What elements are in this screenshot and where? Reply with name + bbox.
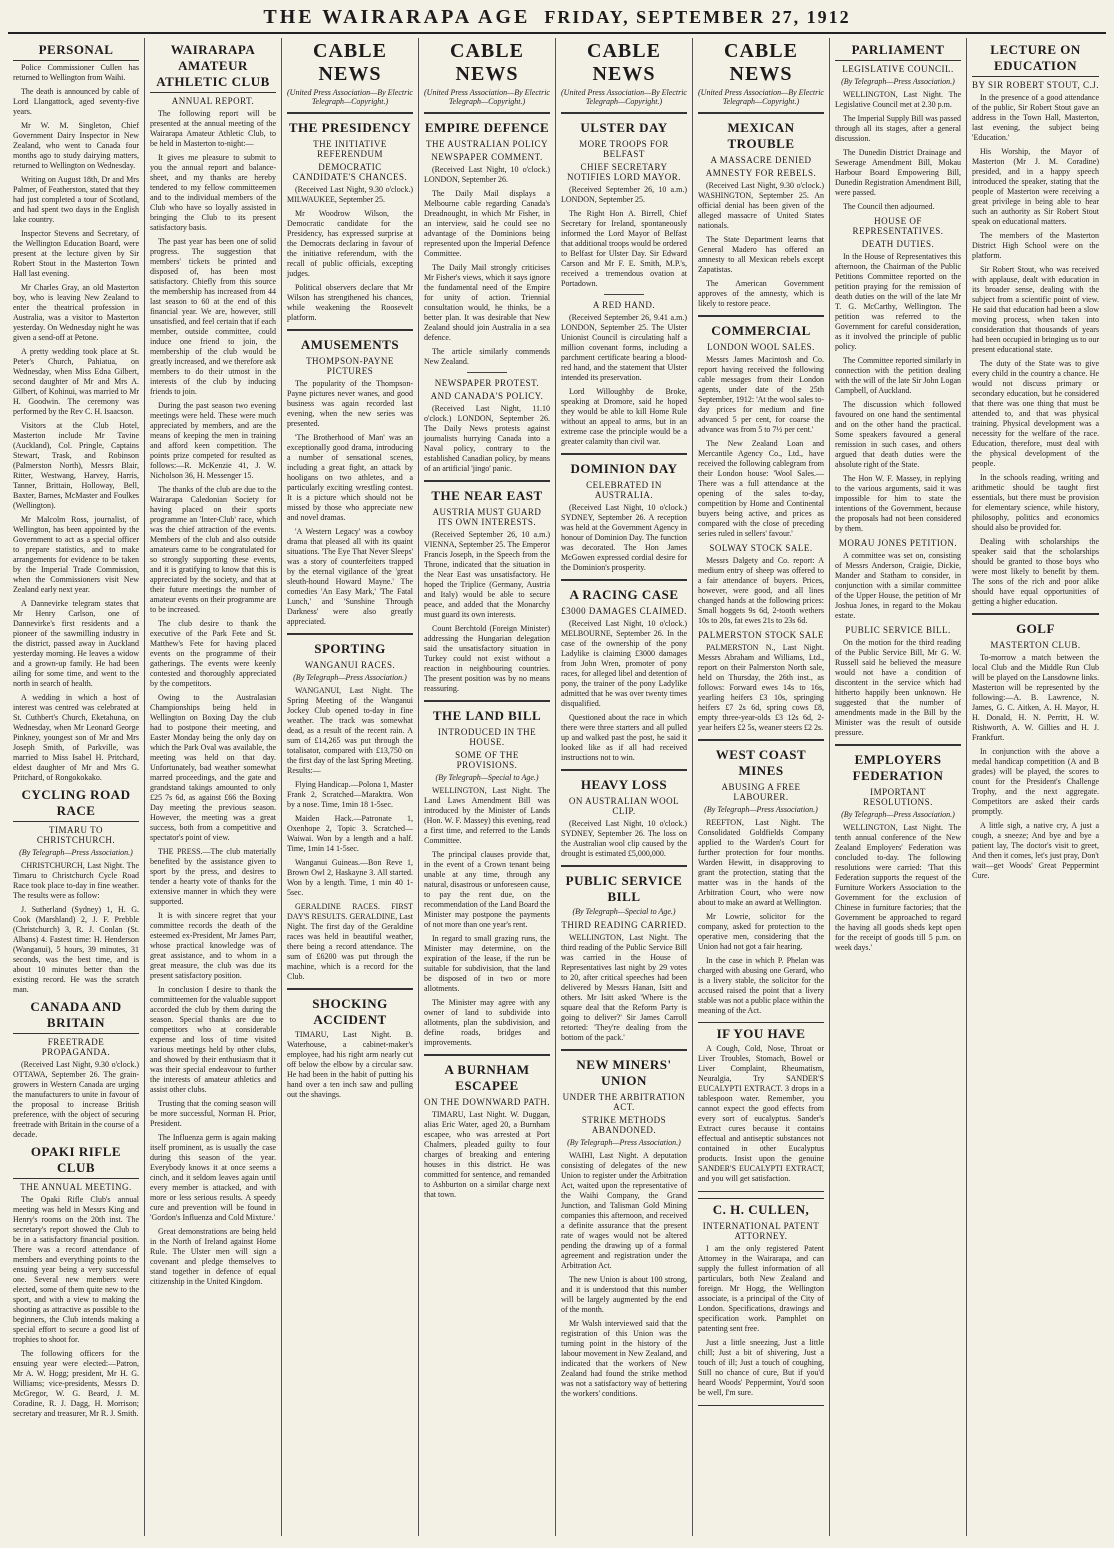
protest-paragraphs	[424, 404, 550, 474]
miners-subhead-2: STRIKE METHODS ABANDONED.	[581, 1115, 667, 1135]
ulster-subhead: MORE TROOPS FOR BELFAST	[579, 139, 669, 159]
article-paragraph: The principal clauses provide that, in the event of a Crown tenant being unable at any time, through any natural, disastrous or unforeseen cause, to pay the rent due, on the recommendation of the Land Board the Minister may postpone the payments of not more than one year's rent.	[424, 850, 550, 929]
ad-patent-title: C. H. CULLEN,	[712, 1202, 810, 1217]
article-paragraph: A Dannevirke telegram states that Mr Henry Carlson, one of Dannevirke's first residents and a pioneer of the sawmilling industry in the district, passed away in Auckland yesterday morning. He leaves a widow and a grown-up family. He had been ailing for some time, and went to the north in search of health.	[13, 599, 139, 688]
article-paragraph: Political observers declare that Mr Wilson has strengthened his chances, while weakening the Roosevelt platform.	[287, 283, 413, 322]
cycling-subhead: TIMARU TO CHRISTCHURCH.	[36, 825, 116, 845]
paper-name: THE WAIRARAPA AGE	[263, 6, 531, 28]
headline-near-east: THE NEAR EAST	[431, 488, 543, 503]
westcoast-subhead: ABUSING A FREE LABOURER.	[721, 782, 801, 802]
morau-subhead: MORAU JONES PETITION.	[838, 538, 958, 548]
ulster-paragraphs	[561, 185, 687, 289]
dominion-subhead: CELEBRATED IN AUSTRALIA.	[586, 480, 662, 500]
cycling-credit: (By Telegraph—Press Association.)	[19, 848, 133, 857]
article-paragraph: Mr Charles Gray, an old Masterton boy, who is leaving New Zealand to enter the theatrical profession in Australia, was a visitor to Masterton yesterday. On Wednesday night he was given a send-off at Petone.	[13, 283, 139, 342]
article-paragraph: 'The Brotherhood of Man' was an exceptionally good drama, introducing a number of sensational scenes, including a great fight, an attack by hooligans on two athletes, and a particularly exciting wrestling contest. It is a picture which should not be missed by those who appreciate new and novel dramas.	[287, 433, 413, 522]
psbill-credit: (By Telegraph—Special to Age.)	[572, 907, 676, 916]
article-paragraph: Mr Lowrie, solicitor for the company, asked for protection to the operative men, considering that the Union had not got a fair hearing.	[698, 912, 824, 951]
article-paragraph: A pretty wedding took place at St. Peter's Church, Pahiatua, on Wednesday, when Miss Edna Gilbert, second daughter of Mr and Mrs A. Gilbert, of Kohinui, was married to Mr H. Goodwin. The ceremony was performed by the Rev C. H. Isaacson.	[13, 347, 139, 416]
article-paragraph: WANGANUI, Last Night. The Spring Meeting of the Wanganui Jockey Club opened to-day in fine weather. The track was somewhat dead, as a result of the recent rain. A sum of £14,265 was put through the totalisator, compared with £13,750 on the first day of the last Spring Meeting. Results:—	[287, 686, 413, 775]
headline-public-service-bill: PUBLIC SERVICE BILL	[565, 873, 683, 904]
lecture-paragraphs	[972, 93, 1099, 607]
redhand-paragraphs	[561, 313, 687, 447]
cable-news-banner: CABLE NEWS	[724, 40, 798, 85]
article-paragraph: Messrs James Macintosh and Co. report having received the following cable messages from their London agents, under date of the 25th September, 1912: 'At the wool sales to-day prices for medium and fine advanced 5 per cent, for coarse the advance was from 5 to 7½ per cent.'	[698, 355, 824, 434]
article-paragraph: The Imperial Supply Bill was passed through all its stages, after a general discussion.	[835, 114, 961, 143]
article-paragraph: To-morrow a match between the local Club and the Middle Run Club will be played on the Lansdowne links. Masterton will be represented by the following:—A. B. Lawrence, N. James, G. C. Aitken, A. H. Mayor, H. H. Donald, H. N. Perritt, H. W. Rishworth, A. W. Gillies and H. J. Frankfurt.	[972, 653, 1099, 742]
article-paragraph: In conclusion I desire to thank the committeemen for the valuable support accorded the club by them during the season. Special thanks are due to competitors who at considerable expense and loss of time visited various meetings held by other clubs, and showed by their enthusiasm that it was their special endeavour to further the interests of amateur athletics and assist other clubs.	[150, 985, 276, 1094]
article-paragraph: (Received Last Night, 9.30 o'clock.) WASHINGTON, September 25. An official denial has been given of the alleged massacre of United States nationals.	[698, 181, 824, 230]
article-paragraph: Just a little sneezing, Just a little chill; Just a bit of shivering, Just a touch of ill; Just a touch of coughing, Still no chance of cure, But if you'd heard Woods' Peppermint, You'd soon be well, I'm sure.	[698, 1338, 824, 1397]
article-paragraph: The following officers for the ensuing year were elected:—Patron, Mr A. W. Hogg; president, Mr H. G. Williams; vice-presidents, Messrs D. McGregor, W. G. Beard, J. M. Coradine, R. J. Dagg, H. Morrison; secretary and treasurer, Mr R. J. Smith.	[13, 1349, 139, 1418]
morau-paragraphs	[835, 551, 961, 621]
article-paragraph: Police Commissioner Cullen has returned to Wellington from Waihi.	[13, 63, 139, 82]
sporting-credit: (By Telegraph—Press Association.)	[293, 673, 407, 682]
article-paragraph: Messrs Dalgety and Co. report: A medium entry of sheep was offered to a fair attendance of buyers. Prices, however, were good, and all lines changed hands at the following prices: Small hoggets 9s 6d, 2-tooth wethers 10s to 20s, fat ewes 21s to 23s 6d.	[698, 556, 824, 625]
article-paragraph: The Opaki Rifle Club's annual meeting was held in Messrs King and Henry's rooms on the 20th inst. The secretary's report showed the Club to be in a satisfactory financial position. There was a record attendance of members and everything points to the ensuing year being a very successful one. Several new members were elected, some of them quite new to the sport, and with a view to making the shooting as attractive as possible to the beginners, the Club intends making a special effort to secure a good list of trophies to shoot for.	[13, 1195, 139, 1344]
defence-paragraphs	[424, 165, 550, 367]
issue-date: FRIDAY, SEPTEMBER 27, 1912	[544, 7, 851, 27]
amusements-paragraphs	[287, 379, 413, 627]
article-paragraph: TIMARU, Last Night. W. Duggan, alias Eric Water, aged 20, a Burnham escapee, who was arrested at Port Chalmers, pleaded guilty to four charges of breaking and entering houses in this district. He was committed for sentence, and remanded to Ashburton on a similar charge next that town.	[424, 1110, 550, 1199]
article-paragraph: WAIHI, Last Night. A deputation consisting of delegates of the new Union to register under the Arbitration Act, waited upon the representative of the Waihi Company, the Grand Junction, and Talisman Gold Mining companies this afternoon, and received a definite assurance that the present rate of wages would not be altered pending the drawing up of a formal agreement and registration under the Arbitration Act.	[561, 1151, 687, 1270]
article-paragraph: The following report will be presented at the annual meeting of the Wairarapa Amateur Athletic Club, to be held in Masterton to-night:—	[150, 109, 276, 148]
article-paragraph: (Received September 26, 10 a.m.) LONDON, September 25.	[561, 185, 687, 204]
headline-west-coast-mines: WEST COAST MINES	[715, 747, 807, 778]
ulster-subhead-2: CHIEF SECRETARY NOTIFIES LORD MAYOR.	[567, 162, 681, 182]
headline-mexican-trouble: MEXICAN TROUBLE	[727, 120, 795, 151]
athletic-subhead: ANNUAL REPORT.	[171, 96, 255, 106]
cable-news-banner: CABLE NEWS	[450, 40, 524, 85]
article-paragraph: J. Sutherland (Sydney) 1, H. G. Cook (Marshland) 2, J. F. Prebble (Christchurch) 3, R. J. Conlan (St. Albans) 4. Fastest time: H. Henderson (Wanganui), 5 hours, 39 minutes, 31 seconds, was the best time, and is about 10 minutes better than the existing record. He was the scratch man.	[13, 905, 139, 994]
article-paragraph: Lord Willoughby de Broke, speaking at Dromore, said he hoped they would be able to kill Home Rule without an appeal to arms, but in an extreme case the principle would be a greater calamity than civil war.	[561, 387, 687, 446]
headline-heavy-loss: HEAVY LOSS	[580, 777, 668, 792]
article-paragraph: WELLINGTON, Last Night. The Land Laws Amendment Bill was introduced by the Minister of Lands (Hon. W. F. Massey) this evening, read a first time, and referred to the Lands Committee.	[424, 786, 550, 845]
advertisement-eucalypti	[698, 1022, 824, 1192]
cable-news-banner: CABLE NEWS	[587, 40, 661, 85]
dominion-paragraphs	[561, 503, 687, 573]
article-paragraph: TIMARU, Last Night. B. Waterhouse, a cabinet-maker's employee, had his right arm nearly cut off below the elbow by a circular saw. He had been in the habit of putting his hand over a ten inch saw and pulling out the shavings.	[287, 1030, 413, 1099]
ad-eucalypti-title: IF YOU HAVE	[716, 1026, 806, 1041]
miners-paragraphs	[561, 1151, 687, 1399]
article-paragraph: WELLINGTON, Last Night. The tenth annual conference of the New Zealand Employers' Federation was concluded to-day. The following resolutions were carried: 'That this Federation supports the request of the Furniture Workers Association to the Government for the exclusion of Chinese in furniture factories; that the Government be approached to regard the having all goods sheds kept open for the receipt of goods till 5 p.m. on week days.'	[835, 823, 961, 952]
accident-paragraphs	[287, 1030, 413, 1100]
column-3	[282, 38, 419, 1536]
escapee-paragraphs	[424, 1110, 550, 1200]
article-paragraph: 'A Western Legacy' was a cowboy drama that pleased all with its quaint situations. 'The Eye That Never Sleeps' was a story of counterfeiters trapped by the eternal vigilance of the 'great sleuth-hound Howard Mayne.' The comedies 'An Easy Mark,' 'The Fatal Lunch,' and 'Sunshine Through Darkness' were also greatly appreciated.	[287, 527, 413, 626]
article-paragraph: WELLINGTON, Last Night. The third reading of the Public Service Bill was carried in the House of Representatives last night by 29 votes to 20, after critical speeches had been delivered by Messrs Hanan, Isitt and others. Mr Isitt asked 'Where is the square deal that the Reform Party is going to deliver?' Sir James Carroll retorted: 'They're dealing from the bottom of the pack.'	[561, 933, 687, 1042]
psbill-subhead: PUBLIC SERVICE BILL.	[845, 625, 951, 635]
article-paragraph: A little sigh, a native cry, A just a cough, a sneeze; And bye and bye a patient lay, The doctor's visit to greet, And then it comes, let's just pray, Don't wait—get Woods' Great Peppermint Cure.	[972, 821, 1099, 880]
article-paragraph: His Worship, the Mayor of Masterton (Mr J. M. Coradine) presided, and in a happy speech introduced the speaker, stating that the people of Masterton were receiving a great privilege in being able to hear such an authority as Sir Robert Stout speak on educational matters.	[972, 147, 1099, 226]
racing-subhead: £3000 DAMAGES CLAIMED.	[561, 606, 687, 616]
headline-dominion-day: DOMINION DAY	[570, 461, 678, 476]
advertisement-patent-attorney	[698, 1198, 824, 1406]
protest-subhead: AND CANADA'S POLICY.	[430, 391, 544, 401]
commercial-paragraphs	[698, 355, 824, 539]
sporting-subhead: WANGANUI RACES.	[304, 660, 396, 670]
article-paragraph: Inspector Stevens and Secretary, of the Wellington Education Board, were present at the lecture given by Sir Robert Stout in the Masterton Town Hall last evening.	[13, 229, 139, 278]
employers-credit: (By Telegraph—Press Association.)	[841, 810, 955, 819]
article-paragraph: Count Berchtold (Foreign Minister) addressing the Hungarian delegation said the unsatisfactory situation in Turkey could not exist without a reaction in neighbouring countries. The present position was by no means reassuring.	[424, 624, 550, 693]
headline-miners-union: NEW MINERS' UNION	[576, 1057, 672, 1088]
article-paragraph: The past year has been one of solid progress. The suggestion that members' tickets be printed and disposed of, has been most satisfactory. Chiefly from this source the membership has increased from 44 last season to 60 at the end of this financial year. We are, however, still unsatisfied, and feel certain that if each member, outside committee, could induce one friend to join, the membership of the club would be greatly increased, and we therefore ask members to do their utmost in the interests of the club by inducing friends to join.	[150, 237, 276, 396]
headline-accident: SHOCKING ACCIDENT	[312, 996, 388, 1027]
duties-subhead: DEATH DUTIES.	[861, 239, 935, 249]
article-paragraph: (Received Last Night, 10 o'clock.) LONDON, September 26.	[424, 165, 550, 184]
redhand-head: A RED HAND.	[592, 300, 656, 310]
mexican-subhead: A MASSACRE DENIED	[710, 155, 812, 165]
section-title-athletic: WAIRARAPA AMATEUR ATHLETIC CLUB	[150, 42, 276, 93]
opaki-subhead: THE ANNUAL MEETING.	[20, 1182, 132, 1192]
headline-empire-defence: EMPIRE DEFENCE	[424, 120, 550, 135]
solway-head: SOLWAY STOCK SALE.	[709, 543, 813, 553]
article-paragraph: Maiden Hack.—Patronate 1, Oxenhope 2, Topic 3. Scratched—Waiwai. Won by a length and a half. Time, 1min 14 1-5sec.	[287, 814, 413, 853]
headline-racing-case: A RACING CASE	[569, 587, 679, 602]
column-7	[830, 38, 967, 1536]
presidency-paragraphs	[287, 185, 413, 323]
parliament-credit: (By Telegraph—Press Association.)	[841, 77, 955, 86]
escapee-subhead: ON THE DOWNWARD PATH.	[424, 1097, 551, 1107]
miners-credit: (By Telegraph—Press Association.)	[567, 1138, 681, 1147]
article-paragraph: GERALDINE RACES. FIRST DAY'S RESULTS. GERALDINE, Last Night. The first day of the Geraldine races was held in beautiful weather, there being a record attendance. The sum of £6200 was put through the machine, which is a record for the Club.	[287, 902, 413, 981]
article-paragraph: THE PRESS.—The club materially benefited by the assistance given to sport by the press, and desires to tender a hearty vote of thanks for the extensive manner in which they were supported.	[150, 847, 276, 906]
presidency-subhead-2: DEMOCRATIC CANDIDATE'S CHANCES.	[292, 162, 408, 182]
amusements-subhead: THOMPSON-PAYNE PICTURES	[306, 356, 394, 376]
article-paragraph: The Daily Mail strongly criticises Mr Fisher's views, which it says ignore the fundamental need of the Empire for unity of action. Triennial consultation would, he thinks, be a better plan. It was desirable that New Zealand should join Australia in a sea defence.	[424, 263, 550, 342]
section-title-opaki: OPAKI RIFLE CLUB	[13, 1144, 139, 1179]
miners-subhead: UNDER THE ARBITRATION ACT.	[562, 1092, 686, 1112]
article-paragraph: (Received September 26, 10 a.m.) VIENNA, September 25. The Emperor Francis Joseph, in the Speech from the Throne, indicated that the situation in the Near East was unsatisfactory. He hoped the Triplice (Germany, Austria and Italy) would be able to secure peace, and added that the Monarchy must guard its own interests.	[424, 530, 550, 619]
article-paragraph: A committee was set on, consisting of Messrs Anderson, Craigie, Dickie, Mander and Statham to consider, in conjunction with a similar committee of the Upper House, the petition of Mr Joshua Jones, in regard to the Mokau estate.	[835, 551, 961, 620]
landbill-subhead-2: SOME OF THE PROVISIONS.	[455, 750, 519, 770]
headline-presidency: THE PRESIDENCY	[288, 120, 412, 135]
racing-paragraphs	[561, 619, 687, 763]
article-paragraph: A wedding in which a host of interest was centred was celebrated at St. Cuthbert's Church, Eketahuna, on Wednesday, when Mr Leonard George Pinkney, youngest son of Mr and Mrs Joseph Smith, of Parkville, was married to Miss Isabel H. Pritchard, eldest daughter of Mr and Mrs G. Pritchard, of Rongokokako.	[13, 693, 139, 782]
article-paragraph: The duty of the State was to give every child in the country a chance. He would not discuss primary or secondary education, but he considered that there was one thing that must be attended to, and that was physical training. Physical development was a necessity for the welfare of the race. Education, therefore, must deal with the physical development of the people.	[972, 359, 1099, 468]
article-paragraph: (Received September 26, 9.41 a.m.) LONDON, September 25. The Ulster Unionist Council is circulating half a million covenant forms, including a parchment certificate bearing a blood-red hand, and the statement that Ulster intended its preservation.	[561, 313, 687, 382]
personal-paragraphs	[13, 63, 139, 783]
column-4	[419, 38, 556, 1536]
article-paragraph: On the motion for the third reading of the Public Service Bill, Mr G. W. Russell said he believed the measure would not have a condition of discontent in the service which had hitherto happily been unknown. He suggested that the number of amendments made in the Bill by the Minister was the result of outside pressure.	[835, 638, 961, 737]
article-paragraph: The Minister may agree with any owner of land to subdivide into allotments, plan the subdivision, and define roads, bridges and improvements.	[424, 998, 550, 1047]
article-paragraph: In the presence of a good attendance of the public, Sir Robert Stout gave an address in the Town Hall, Masterton, last evening, the subject being 'Education.'	[972, 93, 1099, 142]
article-paragraph: The club desire to thank the executive of the Park Fete and St. Matthew's Fete for having placed events on the programme of their gatherings. The events were keenly contested and thoroughly appreciated by the competitors.	[150, 619, 276, 688]
article-paragraph: During the past season two evening meetings were held. These were much appreciated by members, and are the means of keeping the men in training and afford keen competition. The points prize competed for resulted as follows:—R. McKenzie 41, J. W. Nicholson 36, H. Messenger 15.	[150, 401, 276, 480]
article-paragraph: (Received Last Night, 11.10 o'clock.) LONDON, September 26. The Daily News protests against journalists hurrying Canada into a Naval policy, contrary to the established Canadian policy, by means of an artificial 'jingo' panic.	[424, 404, 550, 473]
section-title-canada: CANADA AND BRITAIN	[13, 999, 139, 1034]
ad-patent-text	[698, 1244, 824, 1398]
cable-credit: (United Press Association—By Electric Telegraph—Copyright.)	[287, 88, 413, 106]
article-paragraph: Visitors at the Club Hotel, Masterton include Mr Tavine (Auckland), Col. Pringle, Captains Stewart, Trask, and Robinson (Palmerston North), Messrs Blair, Ritter, Westwang, Harvey, Harris, Tanner, Brittain, Holloway, Bell, Baxter, Barnes, McMaster and Foulkes (Wellington).	[13, 421, 139, 510]
article-paragraph: Sir Robert Stout, who was received with applause, dealt with education in its broader sense, dealing with the subject from a scientific point of view. He said that education had been a slow moving process, when taken into consideration that thousands of years had been occupied in bringing us to our present educational state.	[972, 265, 1099, 354]
article-paragraph: In conjunction with the above a medal handicap competition (A and B grades) will be played, the scores to count for the President's Challenge Trophy, and the next aggregate. Competitors are asked their cards promptly.	[972, 747, 1099, 816]
defence-subhead-2: NEWSPAPER COMMENT.	[431, 152, 543, 162]
article-paragraph: A Cough, Cold, Nose, Throat or Liver Troubles, Stomach, Bowel or Liver Complaint, Rheumatism, Neuralgia, Try SANDER'S EUCALYPTI EXTRACT. 3 drops in a tablespoon water. Remember, you cannot expect the good effects from every sort of eucalyptus. Sander's Extract cures because it contains effectual and antiseptic substances not contained in other Eucalyptus products. Insist upon the genuine SANDER'S EUCALYPTI EXTRACT, and you will get satisfaction.	[698, 1044, 824, 1183]
article-paragraph: (Received Last Night, 9.30 o'clock.) MILWAUKEE, September 25.	[287, 185, 413, 204]
article-paragraph: The article similarly commends New Zealand.	[424, 347, 550, 366]
article-paragraph: Great demonstrations are being held in the North of Ireland against Home Rule. The Ulster men will sign a covenant and pledge themselves to stand together in defence of equal citizenship in the United Kingdom.	[150, 1227, 276, 1286]
headline-amusements: AMUSEMENTS	[300, 337, 400, 352]
article-paragraph: Mr Woodrow Wilson, the Democratic candidate for the Presidency, has expressed surprise at the Democrats declaring in favour of the initiative referendum, with the recall of public officials, excepting judges.	[287, 209, 413, 278]
article-paragraph: Questioned about the race in which there were three starters and all pulled up and walked past the post, he said it looked like as if all had received instructions not to win.	[561, 713, 687, 762]
loss-subhead: ON AUSTRALIAN WOOL CLIP.	[568, 796, 680, 816]
article-paragraph: (Received Last Night, 10 o'clock.) MELBOURNE, September 26. In the case of the ownership of the pony Ladylike is claiming £3000 damages from John Wren, promoter of pony races, for alleged libel and detention of pony, the trainer of the pony Ladylike admitted that he was over twenty times disqualified.	[561, 619, 687, 708]
article-paragraph: Owing to the Australasian Championships being held in Wellington on Boxing Day the club had to postpone their meeting, and Easter Monday being the only day on which the Park Oval was available, the meeting was held on that day. Unfortunately, bad weather somewhat marred proceedings, and the gate and grandstand takings amounted to only £25 7s 6d, as against £66 the Boxing Day meeting the previous season. However, the meeting was a great success, both from a competitive and spectator's point of view.	[150, 693, 276, 842]
psbill-paragraphs	[835, 638, 961, 738]
mexican-paragraphs	[698, 181, 824, 309]
article-paragraph: Trusting that the coming season will be more successful, Norman H. Prior, President.	[150, 1099, 276, 1128]
psbill-subhead: THIRD READING CARRIED.	[561, 920, 687, 930]
ad-patent-subhead: INTERNATIONAL PATENT ATTORNEY.	[702, 1221, 820, 1241]
column-6	[693, 38, 830, 1536]
canada-paragraphs	[13, 1060, 139, 1140]
loss-paragraphs	[561, 819, 687, 859]
neareast-subhead: AUSTRIA MUST GUARD ITS OWN INTERESTS.	[432, 507, 542, 527]
headline-employers-federation: EMPLOYERS FEDERATION	[852, 752, 944, 783]
headline-land-bill: THE LAND BILL	[432, 708, 542, 723]
article-paragraph: The Dunedin District Drainage and Sewerage Amendment Bill, Mokau Harbour Board Empowering Bill, Dunedin Registration Amendment Bill, were passed.	[835, 148, 961, 197]
solway-paragraphs	[698, 556, 824, 626]
westcoast-paragraphs	[698, 818, 824, 1016]
masthead	[8, 6, 1106, 34]
article-paragraph: The death is announced by cable of Lord Llangattock, aged seventy-five years.	[13, 87, 139, 116]
athletic-paragraphs	[150, 109, 276, 1287]
mexican-subhead-2: AMNESTY FOR REBELS.	[705, 168, 817, 178]
article-paragraph: The Daily Mail displays a Melbourne cable regarding Canada's Dreadnought, in which Mr Fisher, in an interview, said he could see no advantage of the Dominions being represented upon the Imperial Defence Committee.	[424, 189, 550, 258]
employers-subhead: IMPORTANT RESOLUTIONS.	[863, 787, 933, 807]
article-paragraph: The Council then adjourned.	[843, 202, 935, 211]
canada-subhead: FREETRADE PROPAGANDA.	[41, 1037, 111, 1057]
article-paragraph: (Received Last Night, 10 o'clock.) SYDNEY, September 26. The loss on the Australian wool clip caused by the drought is estimated £5,000,000.	[561, 819, 687, 858]
article-paragraph: In regard to small grazing runs, the Minister may determine, on the expiration of the lease, if the run be suitable for subdivision, that the land be disposed of in two or more allotments.	[424, 934, 550, 993]
article-paragraph: Dealing with scholarships the speaker said that the scholarships should be granted to those boys who were most likely to benefit by them. The sons of the rich and poor alike should have equal opportunities of getting a higher education.	[972, 537, 1099, 606]
column-5	[556, 38, 693, 1536]
article-paragraph: The American Government approves of the amnesty, which is likely to restore peace.	[698, 279, 824, 308]
headline-sporting: SPORTING	[314, 641, 386, 656]
council-subhead: LEGISLATIVE COUNCIL.	[842, 64, 954, 74]
westcoast-credit: (By Telegraph—Press Association.)	[704, 805, 818, 814]
article-paragraph: The Influenza germ is again making itself prominent, as is usually the case during this season of the year. Everybody knows it at once seems a cinch, and it seldom leaves again until every member is attacked, and with more or less serious results. A speedy cure and prevention will be found in 'Gordon's Influenza and Cold Mixture.'	[150, 1133, 276, 1222]
article-paragraph: The Hon W. F. Massey, in replying to the various arguments, said it was impossible for him to state the intentions of the Government, because the proposals had not been considered by them.	[835, 474, 961, 533]
article-paragraph: Flying Handicap.—Polona 1, Master Frank 2, Scratched—Maraktra. Won by a nose. Time, 1min 18 1-5sec.	[287, 780, 413, 809]
landbill-credit: (By Telegraph—Special to Age.)	[435, 773, 539, 782]
column-1	[8, 38, 145, 1536]
section-title-personal: PERSONAL	[13, 42, 139, 61]
article-paragraph: The thanks of the club are due to the Wairarapa Caledonian Society for having placed on their sports programme an 'Inter-Club' race, which was the chief attraction of the events. Members of the club and also outside amateurs came to be congratulated for so strongly supporting these events, and it is gratifying to know that this is appreciated by the society, and that at their future meetings the number of amateur events on their programme are to be increased.	[150, 485, 276, 614]
article-paragraph: In the case in which P. Phelan was charged with abusing one Gerard, who is a livery stable, the solicitor for the accused raised the point that a livery stable was not a public place within the meaning of the Act.	[698, 956, 824, 1015]
house-paragraphs	[835, 252, 961, 534]
article-paragraph: WELLINGTON, Last Night. The Legislative Council met at 2.30 p.m.	[835, 90, 961, 109]
headline-golf: GOLF	[1016, 621, 1055, 636]
article-paragraph: The State Department learns that General Madero has offered an amnesty to all Mexican rebels except Zapatistas.	[698, 235, 824, 274]
column-8	[967, 38, 1104, 1536]
cycling-paragraphs	[13, 861, 139, 995]
house-subhead: HOUSE OF REPRESENTATIVES.	[852, 216, 944, 236]
employers-paragraphs	[835, 823, 961, 953]
article-paragraph: It is with sincere regret that your committee records the death of the esteemed ex-President, Mr James Parr, whose practical knowledge was of great assistance, and to whom in a great measure, the club was due its present satisfactory position.	[150, 911, 276, 980]
article-paragraph: In the House of Representatives this afternoon, the Chairman of the Public Petitions Committee reported on the petition praying for the remission of death duties on the will of the late Mr T. G. McCarthy, Wellington. The petition was referred to the Government for careful consideration, as it involved the principle of public policy.	[835, 252, 961, 351]
presidency-subhead: THE INITIATIVE REFERENDUM	[313, 139, 387, 159]
article-paragraph: The popularity of the Thompson-Payne pictures never wanes, and good business was again recorded last evening, when the new series was presented.	[287, 379, 413, 428]
headline-ulster-day: ULSTER DAY	[580, 120, 668, 135]
article-paragraph: (Received Last Night, 10 o'clock.) SYDNEY, September 26. A reception was held at the Government Agency in honour of Dominion Day. The function was decorated. The Hon James McGowen expressed cordial desire for the Dominion's prosperity.	[561, 503, 687, 572]
palmerston-head: PALMERSTON STOCK SALE	[698, 630, 824, 640]
article-paragraph: Mr W. M. Singleton, Chief Government Dairy Inspector in New Zealand, who went to Canada four months ago to study dairying matters, returned to Wellington on Wednesday.	[13, 121, 139, 170]
golf-paragraphs	[972, 653, 1099, 881]
article-paragraph: Mr Walsh interviewed said that the registration of this Union was the turning point in the history of the labour movement in New Zealand, and indicated that the workers of New Zealand had found the strike method was not a satisfactory way of bettering the workers' conditions.	[561, 1319, 687, 1398]
defence-subhead: THE AUSTRALIAN POLICY	[426, 139, 548, 149]
commercial-subhead: LONDON WOOL SALES.	[707, 342, 815, 352]
article-paragraph: The discussion which followed favoured on one hand the sentimental and on the other hand the practical. Some speakers favoured a general remission in such cases, and others argued that death duties were the absolute right of the State.	[835, 400, 961, 469]
article-paragraph: It gives me pleasure to submit to you the annual report and balance-sheet, and my thanks are hereby tendered to my fellow committeemen and to the individual members of the Club who have so loyally assisted in bringing the Club to its present satisfactory basis.	[150, 153, 276, 232]
neareast-paragraphs	[424, 530, 550, 694]
headline-escapee: A BURNHAM ESCAPEE	[444, 1062, 530, 1093]
article-paragraph: The New Zealand Loan and Mercantile Agency Co., Ltd., have received the following cablegram from their London house: 'Wool Sales.—There was a full attendance at the opening of the sales to-day, competition by Home and Continental buyers being active, and prices as compared with the close of preceding series ruled in sellers' favour.'	[698, 439, 824, 538]
article-paragraph: CHRISTCHURCH, Last Night. The Timaru to Christchurch Cycle Road Race took place to-day in fine weather. The results were as follow:	[13, 861, 139, 900]
cable-credit: (United Press Association—By Electric Telegraph—Copyright.)	[561, 88, 687, 106]
column-2	[145, 38, 282, 1536]
article-paragraph: Wanganui Guineas.—Bon Reve 1, Brown Owl 2, Haskayne 3. All started. Won by a length. Time, 1 min 40 1-5sec.	[287, 858, 413, 897]
cable-credit: (United Press Association—By Electric Telegraph—Copyright.)	[424, 88, 550, 106]
article-paragraph: Mr Malcolm Ross, journalist, of Wellington, has been appointed by the Government to act as a special officer to prepare statistics, and to make arrangements for evidence to be taken by the Imperial Trade Commission, when the Commissioners visit New Zealand early next year.	[13, 515, 139, 594]
landbill-paragraphs	[424, 786, 550, 1048]
article-paragraph: Writing on August 18th, Dr and Mrs Palmer, of Featherston, stated that they had just completed a tour of Scotland, and had spent two days in the English lake country.	[13, 175, 139, 224]
ad-eucalypti-text	[698, 1044, 824, 1184]
headline-commercial: COMMERCIAL	[711, 323, 811, 338]
article-paragraph: I am the only registered Patent Attorney in the Wairarapa, and can supply the fullest information of all particulars, both New Zealand and foreign. Mr Hogg, the Wellington associate, is a principal of the City of London. Specifications, drawings and specification work. Pamphlet on patenting sent free.	[698, 1244, 824, 1333]
cable-news-banner: CABLE NEWS	[313, 40, 387, 85]
article-paragraph: The new Union is about 100 strong, and it is understood that this number will be largely augmented by the end of the month.	[561, 1275, 687, 1314]
sporting-paragraphs	[287, 686, 413, 982]
section-title-cycling: CYCLING ROAD RACE	[13, 787, 139, 822]
section-title-parliament: PARLIAMENT	[835, 42, 961, 61]
cable-credit: (United Press Association—By Electric Telegraph—Copyright.)	[698, 88, 824, 106]
opaki-paragraphs	[13, 1195, 139, 1419]
golf-subhead: MASTERTON CLUB.	[990, 640, 1081, 650]
psbill-paragraphs	[561, 933, 687, 1043]
council-paragraphs	[835, 90, 961, 212]
article-paragraph: REEFTON, Last Night. The Consolidated Goldfields Company applied to the Warden's Court for further protection for four months. Warden Hewitt, in disapproving to grant the protection, stating that the matter was in the hands of the Arbitration Court, who were now about to make an award at Wellington.	[698, 818, 824, 907]
protest-head: NEWSPAPER PROTEST.	[434, 378, 540, 388]
section-title-lecture: LECTURE ON EDUCATION	[972, 42, 1099, 77]
article-paragraph: (Received Last Night, 9.30 o'clock.) OTTAWA, September 26. The grain-growers in Western Canada are urging the manufacturers to unite in favour of the proposal to increase British preference, with the object of securing freetrade with Britain in the course of a decade.	[13, 1060, 139, 1139]
landbill-subhead: INTRODUCED IN THE HOUSE.	[437, 727, 537, 747]
article-paragraph: The Committee reported similarly in connection with the petition dealing with the will of the late Sir John Logan Campbell, of Auckland.	[835, 356, 961, 395]
article-paragraph: PALMERSTON N., Last Night. Messrs Abraham and Williams, Ltd., report on their Palmerston North sale, held on Thursday, the 26th inst., as follows: Forward ewes 14s to 16s, yearling heifers £3 10s, springing heifers £7 2s 6d, spring cows £8, empty three-year-olds £3 12s 6d, 2-year heifers £2 5s, weaner steers £2 2s.	[698, 643, 824, 732]
palmerston-paragraphs	[698, 643, 824, 733]
lecture-byline: BY SIR ROBERT STOUT, C.J.	[972, 80, 1099, 90]
article-paragraph: The Right Hon A. Birrell, Chief Secretary for Ireland, spontaneously informed the Lord Mayor of Belfast that additional troops would be ordered to Belfast for Ulster Day. Sir Edward Carson and Mr F. E. Smith, M.P.'s, received a tremendous ovation at Portadown.	[561, 209, 687, 288]
article-paragraph: In the schools reading, writing and arithmetic should be taught first essentials, but there must be provision for elementary science, while history, philosophy, politics and economics should also be provided for.	[972, 473, 1099, 532]
article-paragraph: The members of the Masterton District High School were on the platform.	[972, 231, 1099, 260]
